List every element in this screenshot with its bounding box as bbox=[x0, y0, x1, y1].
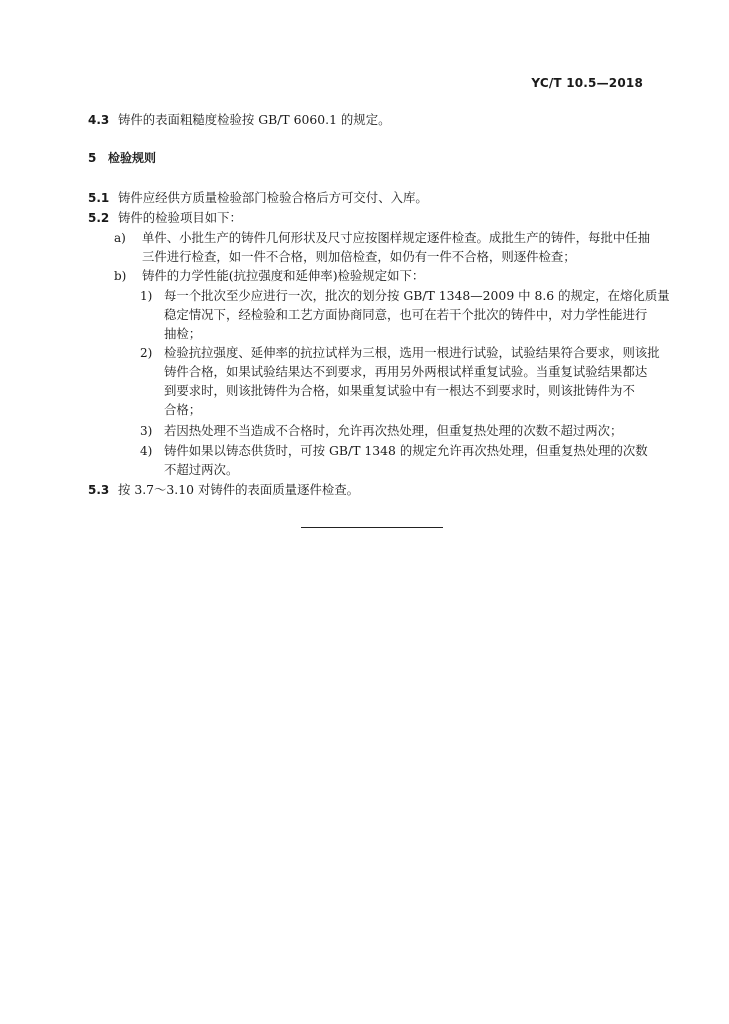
item-b-label: b) bbox=[114, 269, 127, 283]
subitem-1-line-1: 每一个批次至少应进行一次，批次的划分按 GB/T 1348—2009 中 8.6 的规定，在熔化质量 bbox=[164, 288, 670, 303]
clause-5-2-text: 铸件的检验项目如下： bbox=[118, 210, 242, 225]
subitem-4-line-1: 铸件如果以铸态供货时，可按 GB/T 1348 的规定允许再次热处理，但重复热处理的次数 bbox=[164, 443, 648, 458]
subitem-2-line-3: 到要求时，则该批铸件为合格，如果重复试验中有一根达不到要求时，则该批铸件为不 bbox=[164, 383, 635, 398]
document-code: YC/T 10.5—2018 bbox=[531, 76, 643, 90]
clause-number-5-1: 5.1 bbox=[88, 191, 110, 205]
subitem-3-label: 3) bbox=[140, 424, 153, 438]
subitem-4-label: 4) bbox=[140, 444, 153, 458]
clause-number-5-2: 5.2 bbox=[88, 211, 110, 225]
clause-number-4-3: 4.3 bbox=[88, 113, 110, 127]
section-5-title: 检验规则 bbox=[108, 151, 157, 165]
clause-number-5-3: 5.3 bbox=[88, 483, 110, 497]
item-a-label: a) bbox=[114, 231, 126, 245]
subitem-2-line-1: 检验抗拉强度、延伸率的抗拉试样为三根，选用一根进行试验，试验结果符合要求，则该批 bbox=[164, 345, 660, 360]
subitem-3-line-1: 若因热处理不当造成不合格时，允许再次热处理，但重复热处理的次数不超过两次； bbox=[164, 423, 623, 438]
subitem-1-line-3: 抽检； bbox=[164, 326, 202, 341]
subitem-2-label: 2) bbox=[140, 346, 153, 360]
clause-5-3-text: 按 3.7～3.10 对铸件的表面质量逐件检查。 bbox=[118, 482, 360, 497]
item-a-line-1: 单件、小批生产的铸件几何形状及尺寸应按图样规定逐件检查。成批生产的铸件，每批中任抽 bbox=[142, 230, 651, 245]
clause-4-3-text: 铸件的表面粗糙度检验按 GB/T 6060.1 的规定。 bbox=[118, 112, 391, 127]
subitem-2-line-2: 铸件合格，如果试验结果达不到要求，再用另外两根试样重复试验。当重复试验结果都达 bbox=[164, 364, 648, 379]
subitem-1-line-2: 稳定情况下，经检验和工艺方面协商同意，也可在若干个批次的铸件中，对力学性能进行 bbox=[164, 307, 648, 322]
subitem-2-line-4: 合格； bbox=[164, 402, 202, 417]
section-number-5: 5 bbox=[88, 151, 97, 165]
end-rule bbox=[301, 527, 443, 528]
item-a-line-2: 三件进行检查，如一件不合格，则加倍检查，如仍有一件不合格，则逐件检查； bbox=[142, 249, 576, 264]
subitem-1-label: 1) bbox=[140, 289, 153, 303]
item-b-line-1: 铸件的力学性能(抗拉强度和延伸率)检验规定如下： bbox=[142, 268, 425, 283]
subitem-4-line-2: 不超过两次。 bbox=[164, 462, 239, 477]
clause-5-1-text: 铸件应经供方质量检验部门检验合格后方可交付、入库。 bbox=[118, 190, 428, 205]
